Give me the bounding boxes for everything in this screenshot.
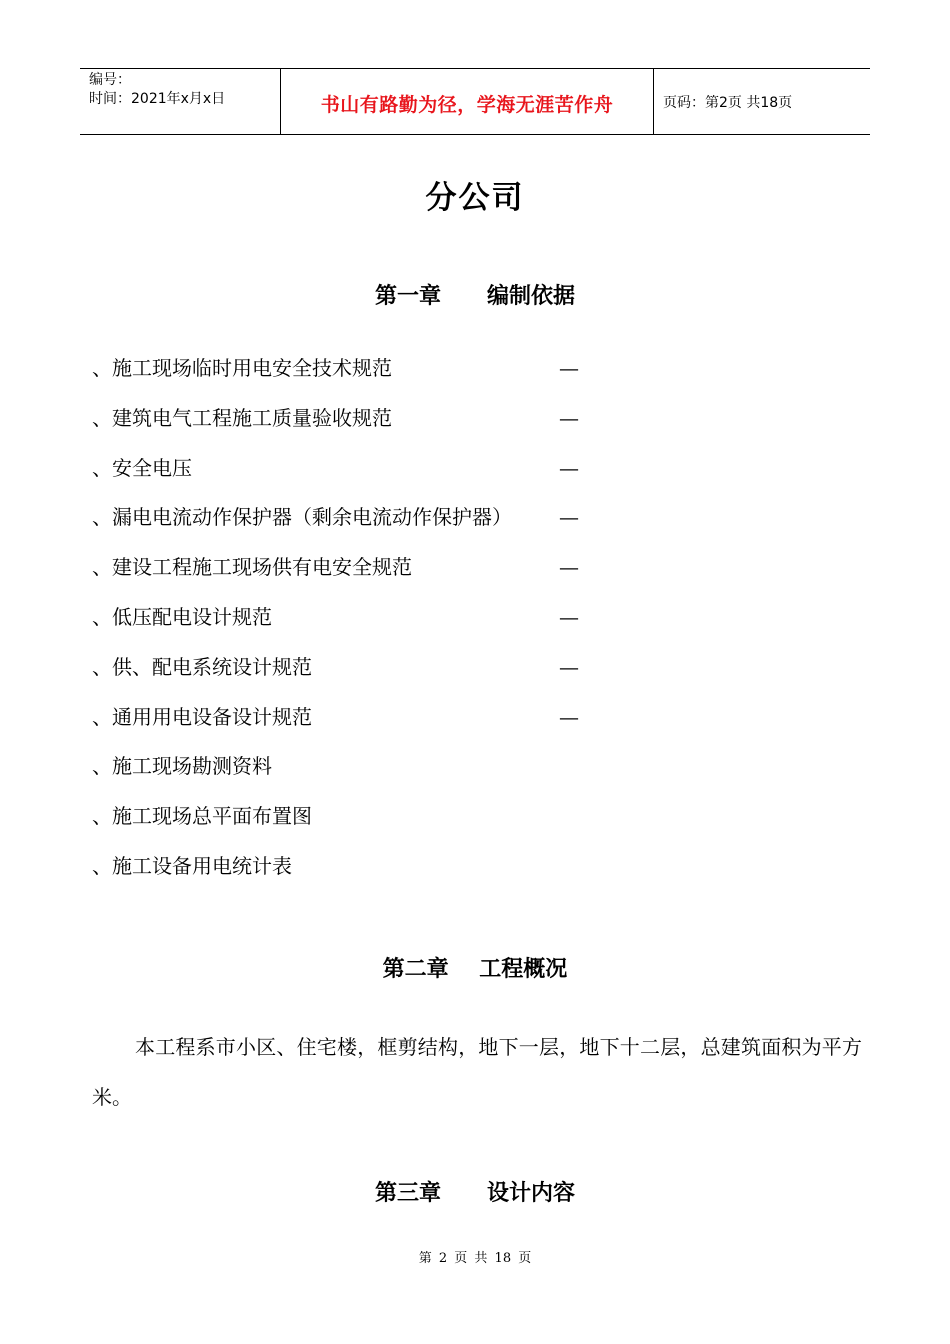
list-item-text: 、施工现场勘测资料	[92, 754, 272, 779]
chapter-2-heading: 第二章 工程概况	[382, 957, 568, 982]
header-motto-cell	[281, 69, 654, 134]
page-footer: 第 2 页 共 18 页	[418, 1251, 532, 1266]
list-item-text: 、供、配电系统设计规范	[92, 654, 312, 679]
list-item-dash: —	[559, 405, 579, 430]
list-item-dash: —	[559, 604, 579, 629]
list-item	[92, 701, 592, 751]
list-item	[92, 501, 592, 551]
list-item	[92, 651, 592, 701]
list-item-text: 、安全电压	[92, 455, 192, 480]
list-item	[92, 402, 592, 452]
list-item-text: 、施工现场临时用电安全技术规范	[92, 356, 392, 380]
list-item-text: 、建设工程施工现场供有电安全规范	[92, 555, 412, 580]
list-item	[92, 551, 592, 601]
list-item-dash: —	[559, 455, 579, 480]
motto-text: 书山有路勤为径，学海无涯苦作舟	[320, 94, 614, 116]
list-item-dash: —	[559, 704, 579, 729]
header-table	[80, 68, 870, 135]
list-item-dash: —	[559, 505, 579, 530]
list-item	[92, 750, 592, 800]
basis-list	[92, 352, 592, 900]
number-label: 编号：	[89, 72, 131, 88]
header-meta-cell	[80, 69, 281, 134]
list-item-text: 、漏电电流动作保护器（剩余电流动作保护器）	[92, 505, 512, 530]
chapter-1-heading: 第一章 编制依据	[375, 284, 575, 309]
list-item-dash: —	[559, 356, 579, 380]
header-page-cell	[654, 69, 870, 134]
list-item	[92, 601, 592, 651]
list-item-dash: —	[559, 654, 579, 679]
page-info: 页码：第2页 共18页	[663, 94, 793, 111]
date-label: 时间：2021年x月x日	[89, 91, 226, 107]
list-item-dash: —	[559, 555, 579, 580]
document-title: 分公司	[425, 180, 525, 216]
list-item-text: 、通用用电设备设计规范	[92, 704, 312, 729]
chapter-3-heading: 第三章 设计内容	[375, 1181, 575, 1206]
list-item-text: 、建筑电气工程施工质量验收规范	[92, 405, 392, 430]
list-item-text: 、施工设备用电统计表	[92, 853, 292, 878]
list-item	[92, 850, 592, 900]
list-item	[92, 800, 592, 850]
overview-paragraph: 本工程系市小区、住宅楼，框剪结构，地下一层，地下十二层，总建筑面积为平方米。	[92, 1035, 862, 1109]
list-item	[92, 352, 592, 402]
list-item-text: 、低压配电设计规范	[92, 604, 272, 629]
list-item-text: 、施工现场总平面布置图	[92, 804, 312, 829]
list-item	[92, 452, 592, 502]
